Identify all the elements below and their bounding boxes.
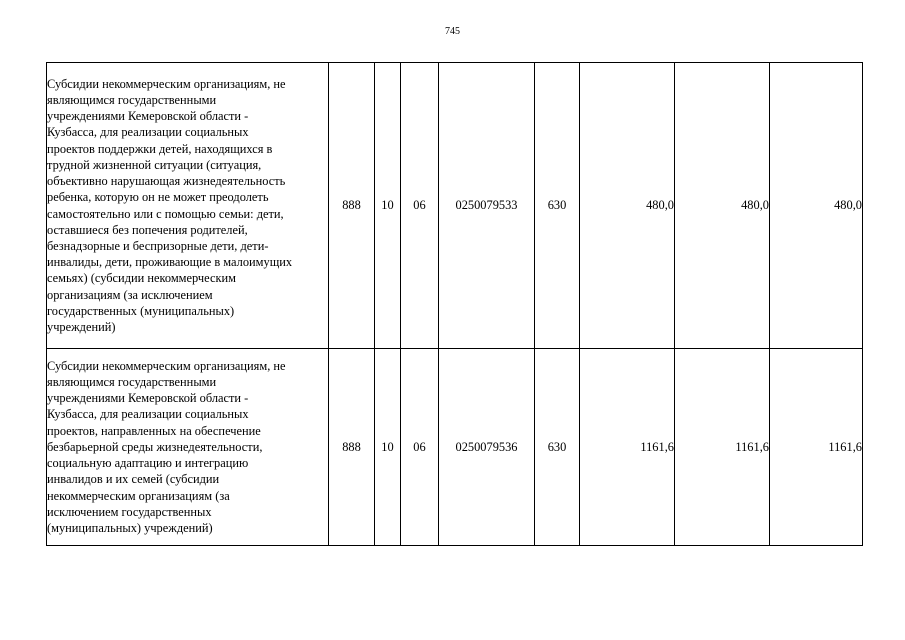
amount-cell-2: 1161,6 — [675, 349, 770, 546]
budget-table — [46, 62, 863, 546]
ministry-code-cell: 888 — [329, 349, 375, 546]
amount-cell-1: 1161,6 — [580, 349, 675, 546]
amount-cell-3: 1161,6 — [770, 349, 863, 546]
table-row — [47, 349, 863, 546]
description-cell — [47, 63, 329, 349]
subsection-code-cell: 06 — [401, 349, 439, 546]
description-cell — [47, 349, 329, 546]
ministry-code-cell: 888 — [329, 63, 375, 349]
amount-cell-2: 480,0 — [675, 63, 770, 349]
target-article-cell: 0250079536 — [439, 349, 535, 546]
target-article-cell: 0250079533 — [439, 63, 535, 349]
section-code-cell: 10 — [375, 63, 401, 349]
description-text: Субсидии некоммерческим организациям, не являющимся государственными учреждениями Кемеровской области - Кузбасса, для реализации социальных проектов поддержки детей, находящихся в трудной жизненной ситуации (ситуация, объективно нарушающая жизнедеятельность ребенка, которую он не может преодолеть самостоятельно или с помощью семьи: дети, оставшиеся без попечения родителей, безнадзорные и беспризорные дети, дети- инвалиды, дети, проживающие в малоимущих семьях) (субсидии некоммерческим организациям (за исключением государственных (муниципальных) учреждений) — [47, 76, 293, 334]
page-number: 745 — [445, 26, 460, 37]
section-code-cell: 10 — [375, 349, 401, 546]
amount-cell-3: 480,0 — [770, 63, 863, 349]
amount-cell-1: 480,0 — [580, 63, 675, 349]
expense-type-cell: 630 — [535, 349, 580, 546]
subsection-code-cell: 06 — [401, 63, 439, 349]
expense-type-cell: 630 — [535, 63, 580, 349]
table-row — [47, 63, 863, 349]
description-text: Субсидии некоммерческим организациям, не являющимся государственными учреждениями Кемеровской области - Кузбасса, для реализации социальных проектов, направленных на обеспечение безбарьерной среды жизнедеятельности, социальную адаптацию и интеграцию инвалидов и их семей (субсидии некоммерческим организациям (за исключением государственных (муниципальных) учреждений) — [47, 358, 286, 535]
